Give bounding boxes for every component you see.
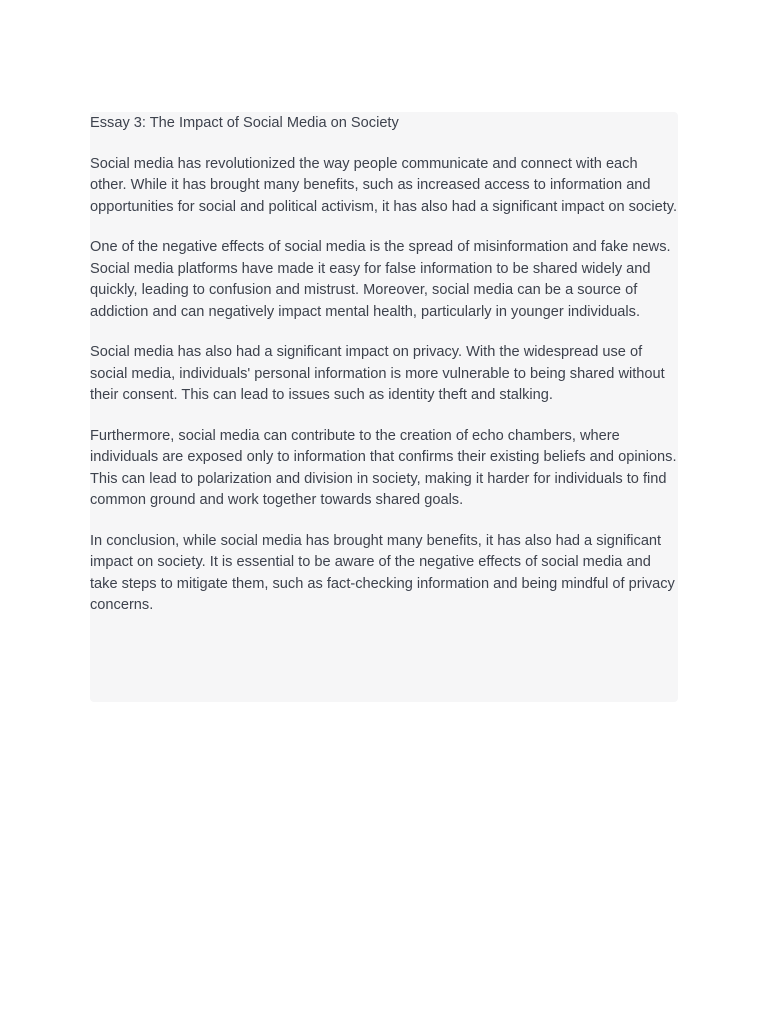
essay-paragraph-conclusion: In conclusion, while social media has brought many benefits, it has also had a significant impact on society. It is essential to be aware of the negative effects of social media and take steps to mitigate them, such as fact-checking information and being mindful of privacy concerns. <box>90 532 675 613</box>
essay-title: Essay 3: The Impact of Social Media on Society <box>90 115 399 131</box>
essay-paragraph-privacy: Social media has also had a significant impact on privacy. With the widespread use of social media, individuals' personal information is more vulnerable to being shared without their consent. This can lead to issues such as identity theft and stalking. <box>90 344 665 403</box>
essay-paragraph-echo-chambers: Furthermore, social media can contribute to the creation of echo chambers, where individuals are exposed only to information that confirms their existing beliefs and opinions. This can lead to polarization and division in society, making it harder for individuals to find common ground and work together towards shared goals. <box>90 427 677 508</box>
essay-paragraph-misinformation: One of the negative effects of social media is the spread of misinformation and fake news. Social media platforms have made it easy for false information to be shared widely and quickly, leading to confusion and mistrust. Moreover, social media can be a source of addiction and can negatively impact mental health, particularly in younger individuals. <box>90 239 671 320</box>
essay-paragraph-intro: Social media has revolutionized the way people communicate and connect with each other. While it has brought many benefits, such as increased access to information and opportunities for social and political activism, it has also had a significant impact on society. <box>90 155 678 215</box>
essay-container <box>90 112 678 702</box>
